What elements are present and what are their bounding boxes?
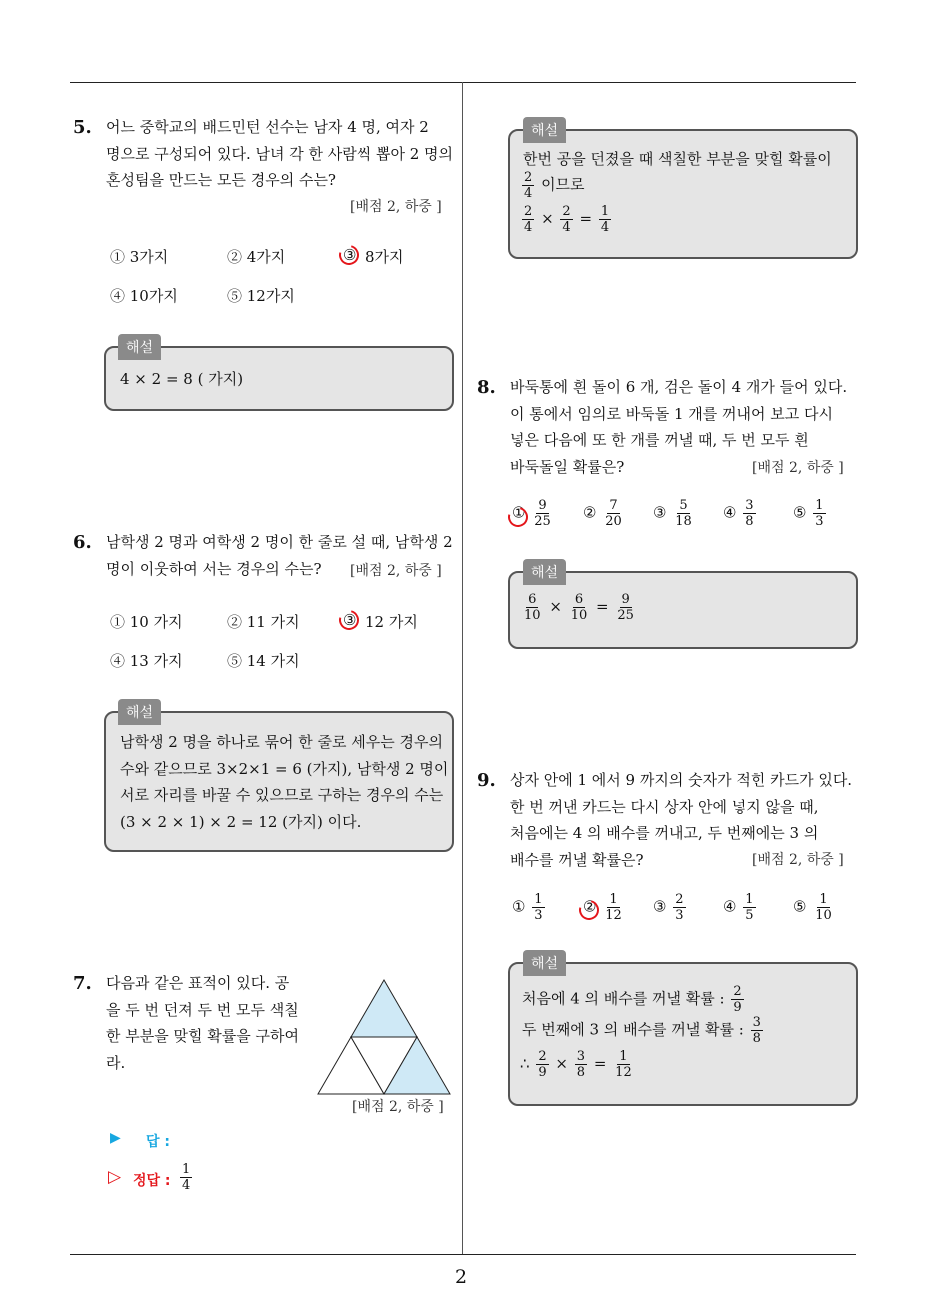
frac-num: 1 bbox=[815, 498, 824, 513]
frac-num: 1 bbox=[182, 1162, 191, 1177]
frac-den: 10 bbox=[815, 908, 832, 923]
option-mark: ② bbox=[583, 897, 597, 916]
frac-den: 8 bbox=[752, 1031, 761, 1046]
option-mark: ⑤ bbox=[793, 897, 807, 916]
correct-arrow-icon: ▷ bbox=[108, 1167, 122, 1187]
q9-line: 처음에는 4 의 배수를 꺼내고, 두 번째에는 3 의 bbox=[510, 824, 819, 842]
frac-den: 25 bbox=[617, 608, 634, 623]
frac-den: 3 bbox=[815, 514, 824, 529]
frac-num: 9 bbox=[538, 498, 547, 513]
option-mark: ③ bbox=[653, 897, 667, 916]
bottom-rule bbox=[70, 1254, 856, 1255]
frac-den: 10 bbox=[524, 608, 541, 623]
q9-solution-line3 bbox=[520, 1049, 636, 1080]
option-mark: ④ bbox=[723, 897, 737, 916]
frac-num: 6 bbox=[574, 592, 584, 607]
frac-den: 12 bbox=[615, 1065, 632, 1080]
frac-num: 1 bbox=[619, 1049, 628, 1064]
q8-line: 바둑통에 흰 돌이 6 개, 검은 돌이 4 개가 들어 있다. bbox=[510, 378, 848, 396]
frac-num: 7 bbox=[609, 498, 618, 513]
frac-den: 3 bbox=[675, 908, 684, 923]
frac-den: 9 bbox=[538, 1065, 547, 1080]
q8-line: 바둑돌일 확률은? bbox=[510, 457, 625, 476]
option-mark: ③ bbox=[653, 503, 667, 522]
frac-den: 4 bbox=[600, 220, 610, 235]
q7-solution-line1: 한번 공을 던졌을 때 색칠한 부분을 맞힐 확률이 bbox=[523, 150, 832, 168]
frac-den: 4 bbox=[524, 186, 533, 201]
frac-num: 2 bbox=[524, 170, 533, 185]
q6-solution-line: 수와 같으므로 3×2×1 = 6 (가지), 남학생 2 명이 bbox=[120, 759, 449, 778]
q6-solution-line: (3 × 2 × 1) × 2 = 12 (가지) 이다. bbox=[120, 812, 362, 831]
q7-solution-line2 bbox=[520, 170, 585, 201]
q9-solution-line2 bbox=[522, 1015, 765, 1046]
top-rule bbox=[70, 82, 856, 83]
option-mark: ④ bbox=[723, 503, 737, 522]
frac-num: 1 bbox=[819, 892, 828, 907]
frac-den: 12 bbox=[605, 908, 622, 923]
q8-line: 이 통에서 임의로 바둑돌 1 개를 꺼내어 보고 다시 bbox=[510, 404, 833, 423]
frac-num: 1 bbox=[600, 204, 610, 219]
target-triangle-figure bbox=[314, 978, 454, 1096]
q6-option-1[interactable]: ① 10 가지 bbox=[110, 613, 183, 631]
q9-solution-text: 두 번째에 3 의 배수를 꺼낼 확률 : bbox=[522, 1020, 744, 1039]
q8-line: 넣은 다음에 또 한 개를 꺼낼 때, 두 번 모두 흰 bbox=[510, 431, 809, 449]
frac-den: 8 bbox=[745, 514, 754, 529]
correct-answer-circle-icon bbox=[335, 241, 362, 268]
q6-option-3-mark[interactable]: ③ bbox=[343, 611, 357, 629]
answer-arrow-icon: ▶ bbox=[110, 1130, 121, 1146]
correct-answer-value bbox=[178, 1162, 194, 1193]
option-mark: ① bbox=[512, 897, 526, 916]
frac-num: 3 bbox=[745, 498, 754, 513]
q8-number: 8. bbox=[477, 377, 496, 398]
frac-den: 5 bbox=[745, 908, 754, 923]
q6-score: [배점 2, 하중 ] bbox=[350, 563, 442, 579]
q6-solution-line: 남학생 2 명을 하나로 묶어 한 줄로 세우는 경우의 bbox=[120, 733, 443, 751]
therefore-symbol: ∴ bbox=[520, 1054, 530, 1073]
q6-solution-line: 서로 자리를 바꿀 수 있으므로 구하는 경우의 수는 bbox=[120, 786, 444, 804]
q7-number: 7. bbox=[73, 973, 92, 994]
operator: × bbox=[541, 209, 554, 228]
frac-num: 6 bbox=[528, 592, 537, 607]
q6-option-2[interactable]: ② 11 가지 bbox=[227, 613, 300, 631]
q7-score: [배점 2, 하중 ] bbox=[352, 1099, 444, 1115]
q9-solution-text: 처음에 4 의 배수를 꺼낼 확률 : bbox=[522, 989, 725, 1008]
correct-answer-label: 정답 : bbox=[133, 1173, 171, 1189]
q9-line: 배수를 꺼낼 확률은? bbox=[510, 850, 644, 869]
q9-number: 9. bbox=[477, 770, 496, 791]
q8-option-3[interactable] bbox=[653, 498, 696, 529]
q8-score: [배점 2, 하중 ] bbox=[752, 460, 844, 476]
operator: = bbox=[593, 1054, 607, 1073]
q5-solution-text: 4 × 2 = 8 ( 가지) bbox=[120, 370, 244, 388]
q6-number: 6. bbox=[73, 532, 92, 553]
q7-text bbox=[106, 970, 306, 1076]
q7-line: 한 부분을 맞힐 확률을 구하여 bbox=[106, 1027, 299, 1045]
q5-score: [배점 2, 하중 ] bbox=[350, 199, 442, 215]
frac-num: 2 bbox=[538, 1049, 547, 1064]
option-mark: ① bbox=[512, 503, 526, 522]
operator: × bbox=[549, 597, 562, 616]
frac-den: 18 bbox=[675, 514, 692, 529]
q5-option-5[interactable]: ⑤ 12가지 bbox=[227, 287, 295, 305]
q8-solution-equation bbox=[520, 592, 638, 623]
frac-den: 20 bbox=[605, 514, 622, 529]
frac-den: 3 bbox=[534, 908, 543, 923]
q6-option-3-text[interactable]: 12 가지 bbox=[365, 613, 418, 631]
frac-den: 4 bbox=[524, 220, 533, 235]
frac-num: 1 bbox=[609, 892, 618, 907]
q9-option-3[interactable] bbox=[653, 892, 688, 923]
frac-den: 4 bbox=[562, 220, 571, 235]
q5-line: 명으로 구성되어 있다. 남녀 각 한 사람씩 뽑아 2 명의 bbox=[106, 144, 454, 163]
frac-num: 3 bbox=[752, 1015, 761, 1030]
frac-den: 8 bbox=[576, 1065, 586, 1080]
q9-solution-line1 bbox=[522, 984, 746, 1015]
q5-text bbox=[106, 114, 456, 194]
q6-option-4[interactable]: ④ 13 가지 bbox=[110, 652, 183, 670]
operator: = bbox=[596, 597, 609, 616]
frac-num: 2 bbox=[675, 892, 684, 907]
q5-line: 어느 중학교의 배드민턴 선수는 남자 4 명, 여자 2 bbox=[106, 118, 429, 136]
frac-den: 4 bbox=[182, 1178, 191, 1193]
q6-line: 남학생 2 명과 여학생 2 명이 한 줄로 설 때, 남학생 2 bbox=[106, 533, 453, 551]
shaded-top-triangle bbox=[351, 980, 417, 1037]
frac-den: 9 bbox=[733, 1000, 742, 1015]
q9-option-4[interactable] bbox=[723, 892, 758, 923]
q7-solution-tab: 해설 bbox=[523, 117, 566, 143]
column-divider bbox=[462, 82, 463, 1254]
q5-option-3-mark[interactable]: ③ bbox=[343, 246, 357, 264]
option-mark: ⑤ bbox=[793, 503, 807, 522]
q7-solution-equation bbox=[520, 204, 613, 235]
q7-line: 을 두 번 던져 두 번 모두 색칠 bbox=[106, 1000, 299, 1019]
operator: × bbox=[555, 1054, 568, 1073]
q8-solution-tab: 해설 bbox=[523, 559, 566, 585]
frac-num: 2 bbox=[562, 204, 571, 219]
answer-label: 답 : bbox=[146, 1134, 170, 1150]
q5-option-1[interactable]: ① 3가지 bbox=[110, 248, 169, 266]
frac-den: 10 bbox=[570, 608, 588, 623]
q9-solution-tab: 해설 bbox=[523, 950, 566, 976]
frac-num: 2 bbox=[524, 204, 533, 219]
option-mark: ② bbox=[583, 503, 597, 522]
q8-option-2[interactable] bbox=[583, 498, 626, 529]
page-number: 2 bbox=[455, 1266, 468, 1288]
q9-score: [배점 2, 하중 ] bbox=[752, 852, 844, 868]
q8-option-4[interactable] bbox=[723, 498, 758, 529]
q7-line: 라. bbox=[106, 1053, 126, 1072]
q6-solution-text bbox=[120, 729, 450, 835]
frac-num: 5 bbox=[679, 498, 688, 513]
q5-option-3-text[interactable]: 8가지 bbox=[365, 248, 404, 266]
frac-num: 9 bbox=[621, 592, 630, 607]
q6-line: 명이 이웃하여 서는 경우의 수는? bbox=[106, 559, 322, 578]
frac-den: 25 bbox=[534, 514, 551, 529]
q9-line: 한 번 꺼낸 카드는 다시 상자 안에 넣지 않을 때, bbox=[510, 797, 819, 816]
frac-num: 1 bbox=[745, 892, 754, 907]
frac-num: 3 bbox=[576, 1049, 586, 1064]
q8-option-5[interactable] bbox=[793, 498, 828, 529]
q5-option-2[interactable]: ② 4가지 bbox=[227, 248, 286, 266]
q7-solution-suffix: 이므로 bbox=[541, 175, 585, 194]
correct-answer-circle-icon bbox=[335, 606, 362, 633]
q5-number: 5. bbox=[73, 117, 92, 138]
q5-option-4[interactable]: ④ 10가지 bbox=[110, 287, 178, 305]
q5-solution-tab: 해설 bbox=[118, 334, 161, 360]
q9-option-1[interactable] bbox=[512, 892, 547, 923]
q7-line: 다음과 같은 표적이 있다. 공 bbox=[106, 974, 290, 992]
q6-option-5[interactable]: ⑤ 14 가지 bbox=[227, 652, 300, 670]
operator: = bbox=[579, 209, 593, 228]
q9-line: 상자 안에 1 에서 9 까지의 숫자가 적힌 카드가 있다. bbox=[510, 771, 853, 789]
frac-num: 1 bbox=[534, 892, 543, 907]
q9-option-5[interactable] bbox=[793, 892, 836, 923]
q5-line: 혼성팀을 만드는 모든 경우의 수는? bbox=[106, 171, 336, 189]
q6-solution-tab: 해설 bbox=[118, 699, 161, 725]
frac-num: 2 bbox=[733, 984, 742, 999]
